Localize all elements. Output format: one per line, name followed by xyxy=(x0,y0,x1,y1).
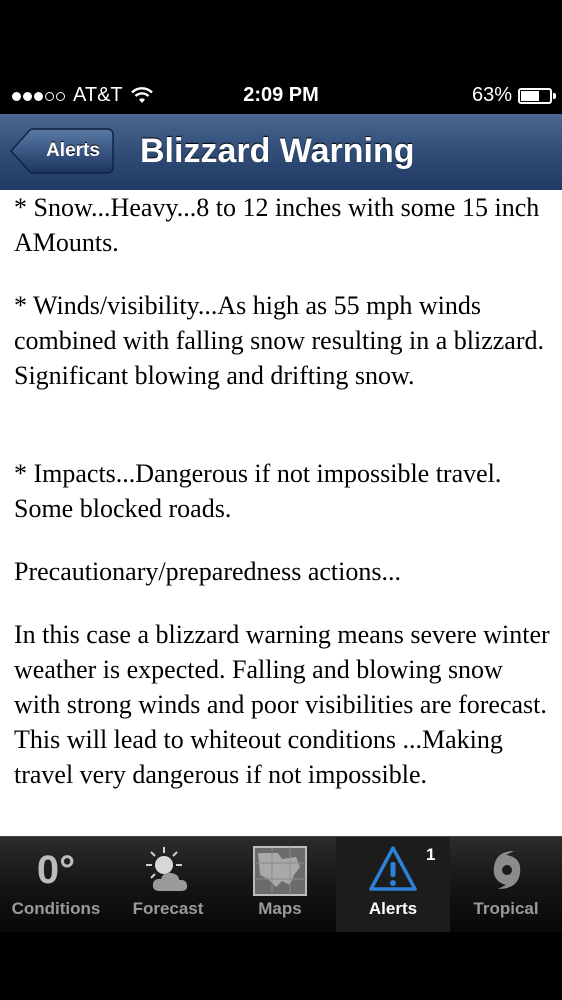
status-bar xyxy=(0,78,562,114)
tab-label: Maps xyxy=(258,899,302,918)
battery-percent: 63% xyxy=(471,84,512,106)
alert-paragraph: Precautionary/preparedness actions... xyxy=(14,557,401,586)
tab-label: Alerts xyxy=(368,899,418,918)
tab-label: Tropical xyxy=(473,899,539,918)
sun-cloud-icon xyxy=(138,845,198,895)
alert-paragraph: In this case a blizzard warning means severe winter weather is expected. Falling and blowing snow with strong winds and poor visibilities are forecast. This will lead to whiteout conditions ...Making travel very dangerous if not impossible. xyxy=(14,620,550,789)
alert-paragraph: * Winds/visibility...As high as 55 mph winds combined with falling snow resulting in a blizzard. Significant blowing and drifting snow. xyxy=(14,291,544,390)
tab-conditions[interactable] xyxy=(0,837,112,933)
alert-paragraph: * Impacts...Dangerous if not impossible travel. Some blocked roads. xyxy=(14,459,502,523)
alert-content[interactable] xyxy=(0,190,562,836)
tab-alerts[interactable] xyxy=(336,837,450,933)
tab-bar xyxy=(0,836,562,933)
hurricane-icon xyxy=(484,845,528,893)
carrier-label: AT&T xyxy=(73,84,123,106)
map-icon xyxy=(252,845,308,897)
alert-count-badge: 1 xyxy=(426,845,436,864)
tab-maps[interactable] xyxy=(224,837,336,933)
tab-label: Forecast xyxy=(132,899,204,918)
tab-tropical[interactable] xyxy=(450,837,562,933)
navigation-bar xyxy=(0,114,562,191)
back-button-label: Alerts xyxy=(46,140,100,161)
temperature-icon: 0° xyxy=(36,848,76,892)
alert-paragraph: * Snow...Heavy...8 to 12 inches with some 15 inch AMounts. xyxy=(14,193,540,257)
status-right xyxy=(472,84,552,107)
status-time: 2:09 PM xyxy=(243,84,319,106)
tab-label: Conditions xyxy=(11,899,101,918)
back-button[interactable] xyxy=(10,128,114,174)
page-title: Blizzard Warning xyxy=(140,132,415,170)
letterbox-bottom xyxy=(0,932,562,1000)
tab-forecast[interactable] xyxy=(112,837,224,933)
battery-icon xyxy=(518,88,552,104)
warning-triangle-icon xyxy=(368,845,418,893)
